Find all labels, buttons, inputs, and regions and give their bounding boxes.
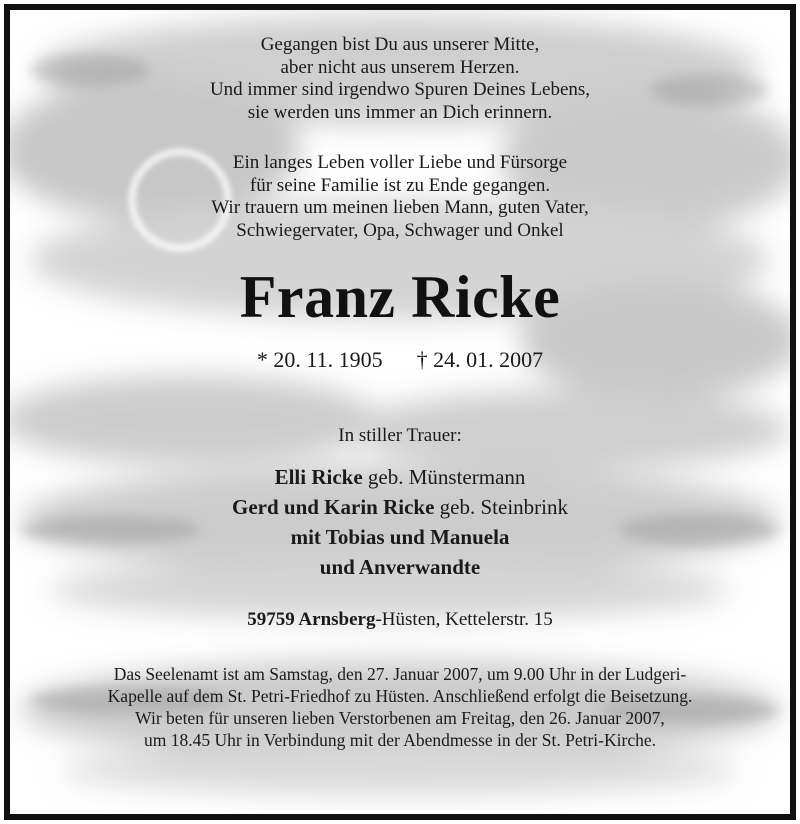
- birth-date: * 20. 11. 1905: [256, 347, 383, 372]
- mourner-name: Gerd und Karin Ricke: [231, 495, 435, 519]
- verse-line: aber nicht aus unserem Herzen.: [280, 56, 520, 78]
- verse-line: Wir trauern um meinen lieben Mann, guten Vater,: [211, 197, 589, 218]
- mourner-line: und Anverwandte: [319, 555, 481, 579]
- death-date: † 24. 01. 2007: [416, 347, 544, 372]
- obituary-card: [4, 4, 796, 820]
- mourner-line: [10, 462, 790, 492]
- mourner-maiden-name: geb. Münstermann: [362, 465, 526, 489]
- mourner-line: mit Tobias und Manuela: [290, 525, 510, 549]
- notice-line: Wir beten für unseren lieben Verstorbenen am Freitag, den 26. Januar 2007,: [135, 708, 665, 728]
- service-notice: [10, 663, 790, 751]
- mourner-line: [10, 492, 790, 522]
- family-address: [10, 608, 790, 632]
- life-dates: [10, 346, 790, 374]
- deceased-name: Franz Ricke: [239, 264, 561, 330]
- notice-line: Kapelle auf dem St. Petri-Friedhof zu Hüsten. Anschließend erfolgt die Beisetzung.: [107, 686, 693, 706]
- verse-line: Und immer sind irgendwo Spuren Deines Lebens,: [209, 79, 591, 100]
- verse-line: Ein langes Leben voller Liebe und Fürsorge: [232, 152, 568, 173]
- address-postal-city: 59759 Arnsberg: [247, 609, 376, 630]
- mourner-name: Elli Ricke: [274, 465, 363, 489]
- verse-line: für seine Familie ist zu Ende gegangen.: [249, 174, 551, 196]
- notice-line: um 18.45 Uhr in Verbindung mit der Abendmesse in der St. Petri-Kirche.: [144, 730, 656, 750]
- verse-line: Schwiegervater, Opa, Schwager und Onkel: [236, 219, 564, 241]
- notice-line: Das Seelenamt ist am Samstag, den 27. Januar 2007, um 9.00 Uhr in der Ludgeri-: [113, 664, 687, 684]
- verse-line: sie werden uns immer an Dich erinnern.: [247, 101, 553, 123]
- mourner-maiden-name: geb. Steinbrink: [434, 495, 568, 519]
- mourners-list: [10, 462, 790, 582]
- poem-verse-1: [10, 34, 790, 124]
- mourning-intro: In stiller Trauer:: [338, 425, 462, 446]
- verse-line: Gegangen bist Du aus unserer Mitte,: [260, 34, 540, 55]
- address-street: -Hüsten, Kettelerstr. 15: [375, 609, 553, 630]
- poem-verse-2: [10, 152, 790, 242]
